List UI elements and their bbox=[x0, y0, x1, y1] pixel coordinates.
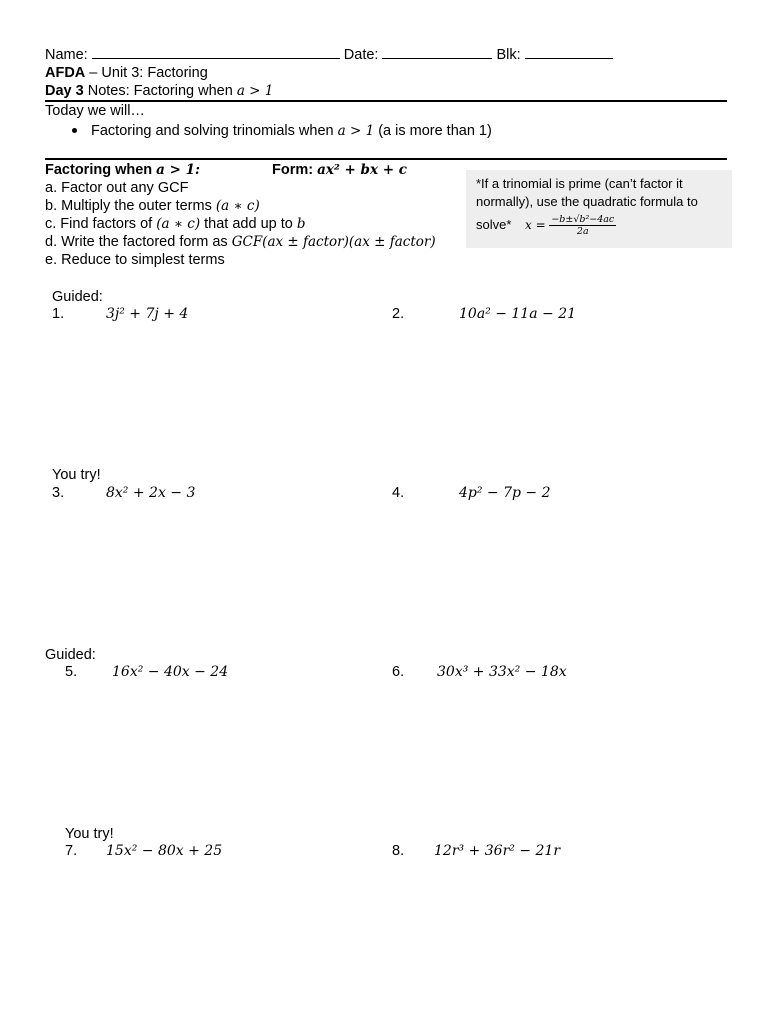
step-c-math: (a ∗ c) bbox=[156, 216, 201, 232]
problem-number: 5. bbox=[65, 664, 78, 680]
youtry-heading-1: You try! bbox=[52, 467, 101, 483]
unit-name: – Unit 3: Factoring bbox=[85, 65, 208, 81]
objective-math: a > 1 bbox=[337, 123, 375, 139]
objective-text: Factoring and solving trinomials when bbox=[91, 123, 338, 139]
problem-number: 6. bbox=[392, 664, 405, 680]
youtry-heading-2: You try! bbox=[65, 826, 114, 842]
step-b-math: (a ∗ c) bbox=[215, 198, 260, 214]
problem-expression: 30x³ + 33x² − 18x bbox=[437, 664, 567, 680]
form-label bbox=[272, 161, 407, 179]
formula-lhs: x = bbox=[525, 217, 546, 232]
date-label: Date: bbox=[343, 47, 379, 63]
note-line-3 bbox=[476, 214, 616, 237]
steps-heading-text: Factoring when bbox=[45, 162, 157, 178]
name-line bbox=[45, 46, 613, 64]
problem-expression: 3j² + 7j + 4 bbox=[106, 306, 189, 322]
blk-label: Blk: bbox=[496, 47, 521, 63]
step-a: a. Factor out any GCF bbox=[45, 180, 189, 196]
problem-number: 3. bbox=[52, 485, 65, 501]
quadratic-formula bbox=[549, 214, 616, 237]
day-title bbox=[45, 82, 273, 100]
steps-heading bbox=[45, 161, 200, 179]
blk-blank[interactable] bbox=[525, 46, 613, 59]
today-heading: Today we will… bbox=[45, 103, 145, 119]
problem-number: 4. bbox=[392, 485, 405, 501]
formula-denominator: 2a bbox=[576, 226, 589, 237]
step-e: e. Reduce to simplest terms bbox=[45, 252, 225, 268]
guided-heading-1: Guided: bbox=[52, 289, 103, 305]
divider-top bbox=[45, 100, 727, 102]
step-c-var: b bbox=[296, 216, 306, 232]
divider-middle bbox=[45, 158, 727, 160]
name-label: Name: bbox=[45, 47, 88, 63]
problem-number: 8. bbox=[392, 843, 405, 859]
form-math: ax² + bx + c bbox=[317, 162, 407, 178]
problem-number: 1. bbox=[52, 306, 65, 322]
problem-expression: 8x² + 2x − 3 bbox=[106, 485, 196, 501]
day-label: Day 3 bbox=[45, 83, 84, 99]
name-blank[interactable] bbox=[92, 46, 340, 59]
bullet-icon bbox=[72, 128, 77, 133]
step-d bbox=[45, 233, 436, 251]
steps-heading-math: a > 1: bbox=[156, 162, 201, 178]
step-c-mid: that add up to bbox=[200, 216, 297, 232]
problem-number: 7. bbox=[65, 843, 78, 859]
step-b-text: b. Multiply the outer terms bbox=[45, 198, 216, 214]
step-d-math: GCF(ax ± factor)(ax ± factor) bbox=[231, 234, 436, 250]
note-line-2: normally), use the quadratic formula to bbox=[476, 194, 698, 209]
form-label-text: Form: bbox=[272, 162, 318, 178]
problem-expression: 16x² − 40x − 24 bbox=[112, 664, 229, 680]
step-c-text: c. Find factors of bbox=[45, 216, 157, 232]
guided-heading-2: Guided: bbox=[45, 647, 96, 663]
day-math: a > 1 bbox=[236, 83, 274, 99]
formula-numerator: −b±√b²−4ac bbox=[551, 214, 615, 225]
course-title bbox=[45, 64, 208, 82]
day-topic: Notes: Factoring when bbox=[83, 83, 237, 99]
problem-number: 2. bbox=[392, 306, 405, 322]
date-blank[interactable] bbox=[382, 46, 492, 59]
note-line-1: *If a trinomial is prime (can’t factor it bbox=[476, 176, 683, 191]
problem-expression: 15x² − 80x + 25 bbox=[106, 843, 223, 859]
course-name: AFDA bbox=[45, 65, 86, 81]
problem-expression: 12r³ + 36r² − 21r bbox=[434, 843, 561, 859]
objective-tail: (a is more than 1) bbox=[374, 123, 492, 139]
problem-expression: 4p² − 7p − 2 bbox=[459, 485, 551, 501]
problem-expression: 10a² − 11a − 21 bbox=[459, 306, 577, 322]
step-b bbox=[45, 197, 260, 215]
note-solve: solve* bbox=[476, 216, 512, 232]
step-c bbox=[45, 215, 306, 233]
objective-item bbox=[72, 122, 492, 140]
step-d-text: d. Write the factored form as bbox=[45, 234, 232, 250]
